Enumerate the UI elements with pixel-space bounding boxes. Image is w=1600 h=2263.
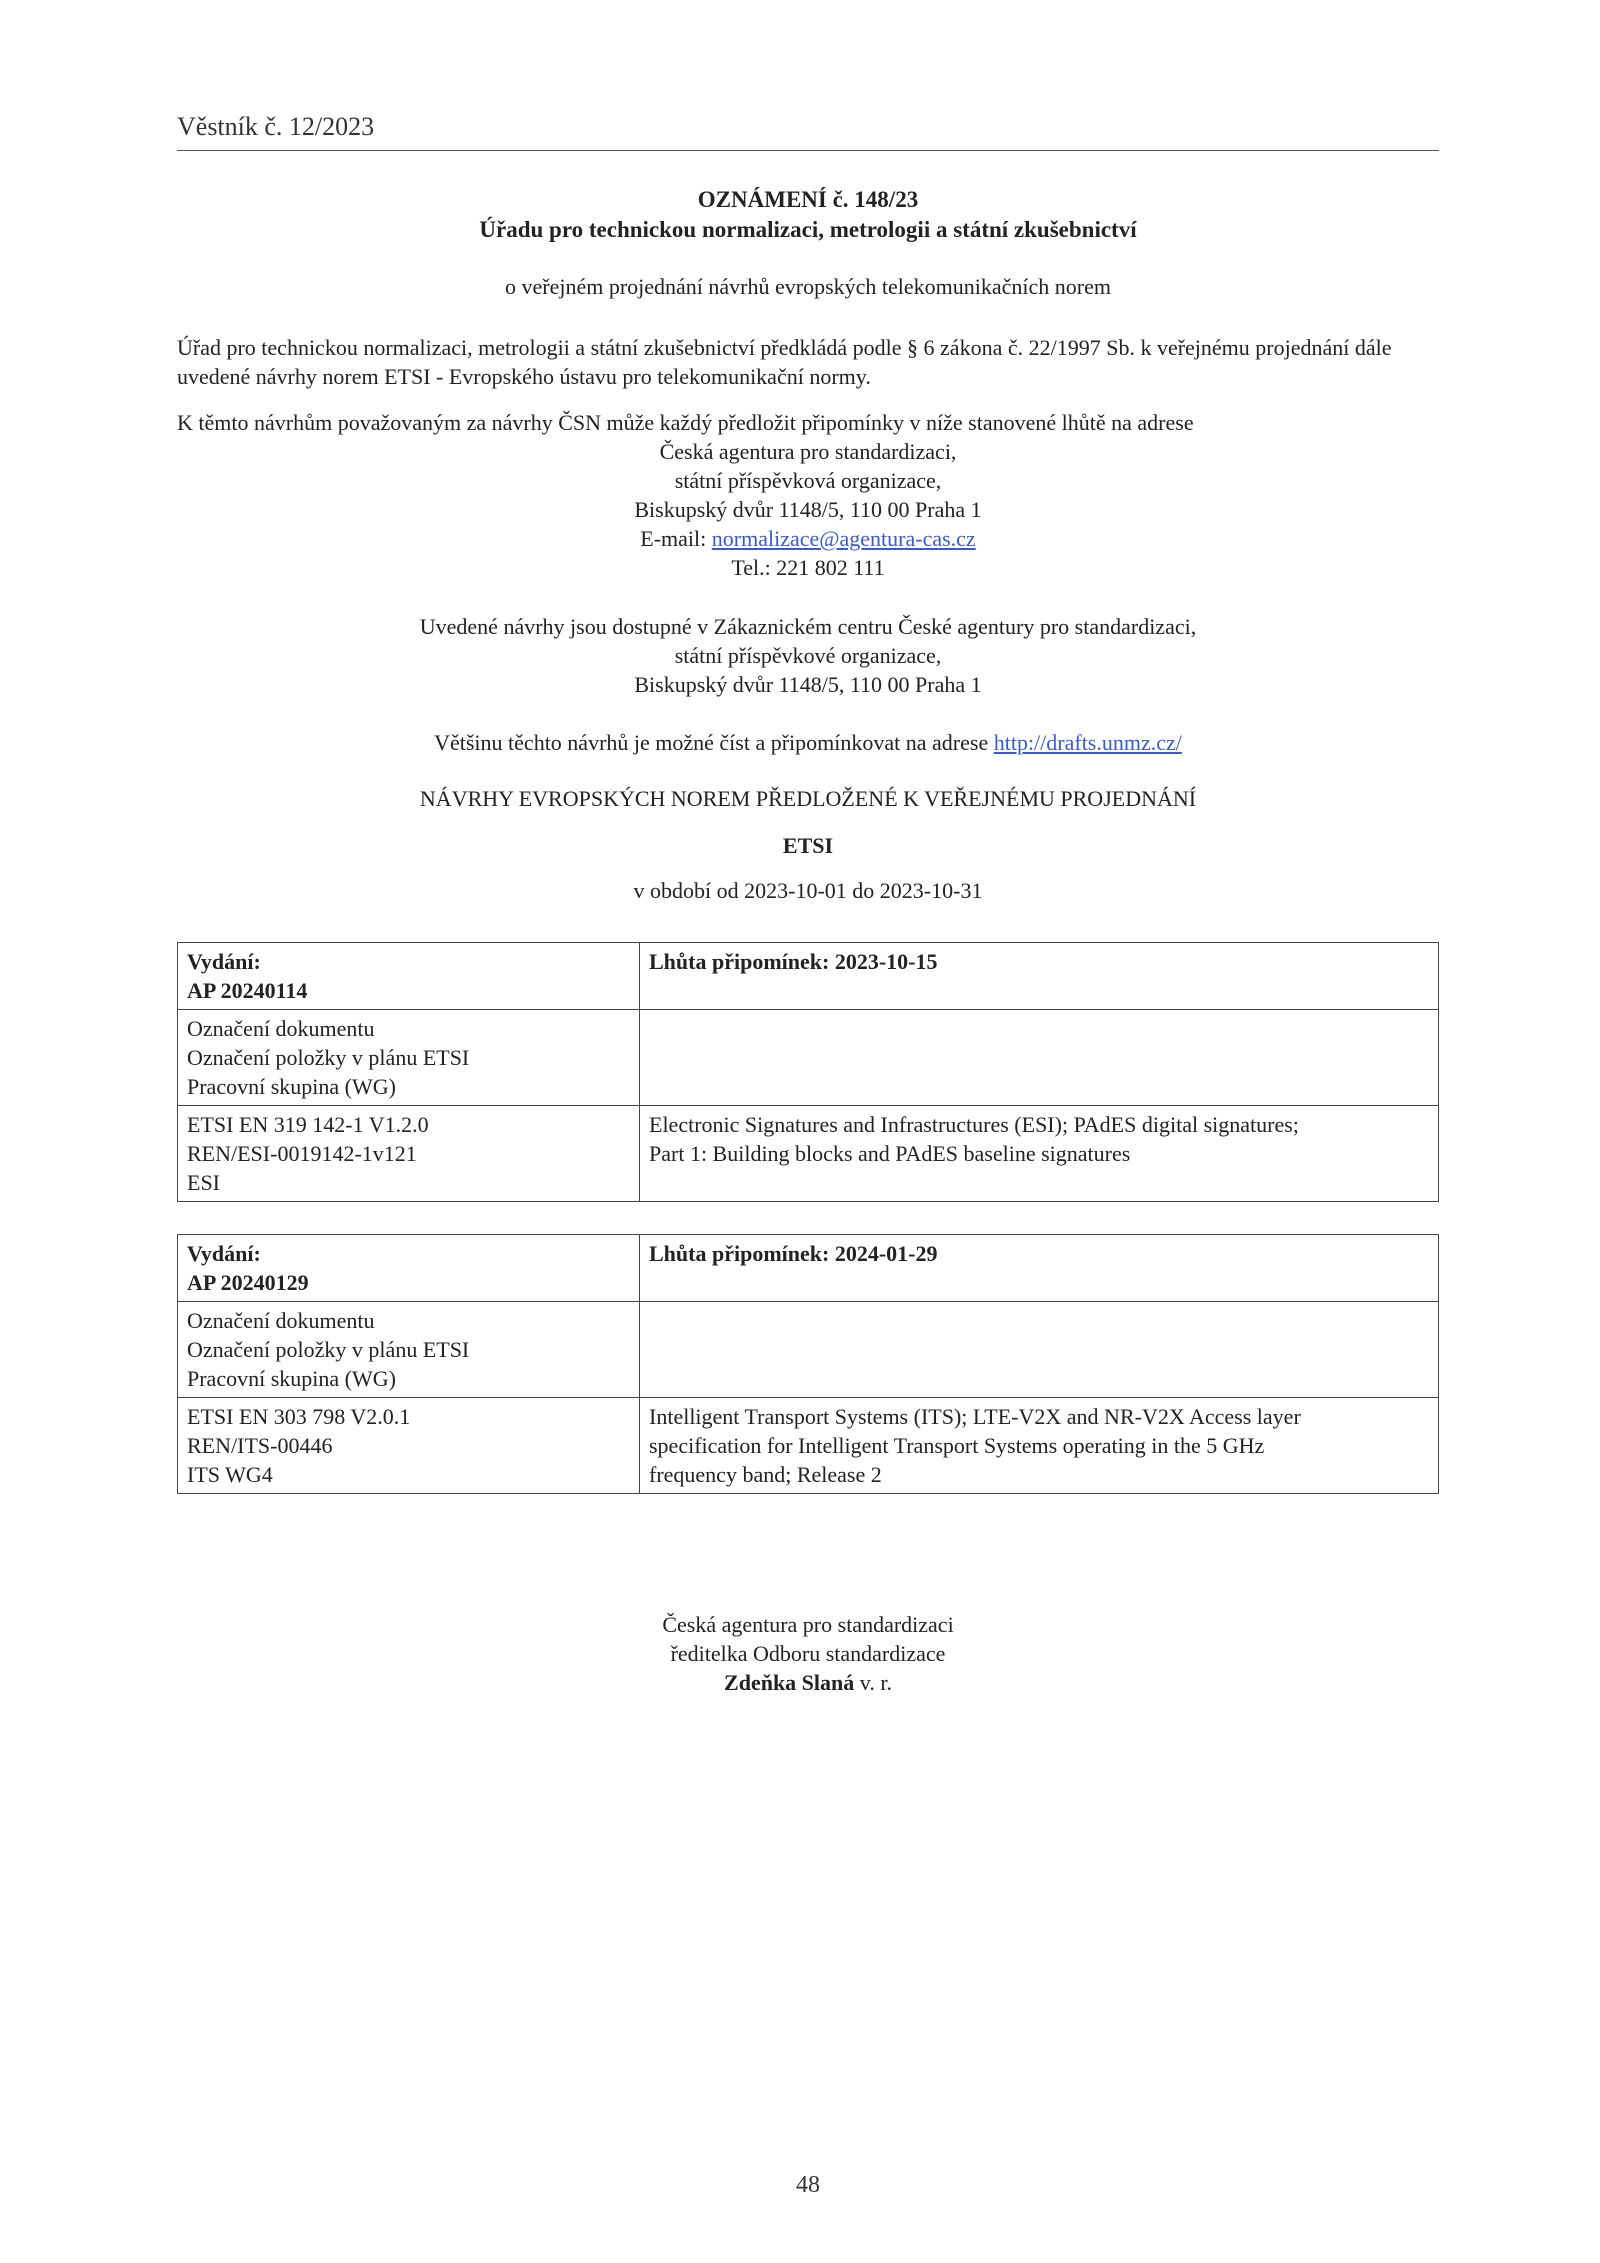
issue-id: AP 20240129 <box>187 1270 309 1295</box>
plan-value: REN/ITS-00446 <box>187 1433 333 1458</box>
title-line: Electronic Signatures and Infrastructures (ESI); PAdES digital signatures; <box>649 1112 1299 1137</box>
comments-section <box>177 408 1439 582</box>
availability-section <box>177 612 1439 699</box>
issue-label: Vydání: <box>187 1241 261 1266</box>
signature-block <box>177 1610 1439 1697</box>
page-number: 48 <box>796 2172 820 2198</box>
period-line: v období od 2023-10-01 do 2023-10-31 <box>633 878 983 903</box>
table-row <box>178 1235 1439 1302</box>
drafts-link[interactable]: http://drafts.unmz.cz/ <box>993 730 1182 755</box>
signature-suffix: v. r. <box>854 1670 892 1695</box>
table-row <box>178 1106 1439 1202</box>
values-cell <box>178 1398 640 1494</box>
deadline-cell: Lhůta připomínek: 2023-10-15 <box>640 943 1439 1010</box>
wg-label: Pracovní skupina (WG) <box>187 1366 396 1391</box>
availability-line-1: Uvedené návrhy jsou dostupné v Zákaznickém centru České agentury pro standardizaci, <box>419 614 1197 639</box>
signature-name: Zdeňka Slaná <box>724 1670 855 1695</box>
issue-cell <box>178 943 640 1010</box>
wg-value: ESI <box>187 1170 220 1195</box>
issue-id: AP 20240114 <box>187 978 308 1003</box>
wg-value: ITS WG4 <box>187 1462 273 1487</box>
email-line <box>177 524 1439 553</box>
organization-heading: ETSI <box>782 833 834 858</box>
announcement-number: OZNÁMENÍ č. 148/23 <box>697 187 919 212</box>
plan-label: Označení položky v plánu ETSI <box>187 1337 470 1362</box>
doc-value: ETSI EN 303 798 V2.0.1 <box>187 1404 411 1429</box>
draft-table <box>177 1234 1439 1494</box>
phone-line: Tel.: 221 802 111 <box>731 555 885 580</box>
email-label: E-mail: <box>640 526 712 551</box>
comments-intro: K těmto návrhům považovaným za návrhy ČSN může každý předložit připomínky v níže stanovené lhůtě na adrese <box>177 410 1194 435</box>
empty-cell <box>640 1302 1439 1398</box>
email-link[interactable]: normalizace@agentura-cas.cz <box>711 526 976 551</box>
labels-cell <box>178 1302 640 1398</box>
draft-table <box>177 942 1439 1202</box>
section-title: NÁVRHY EVROPSKÝCH NOREM PŘEDLOŽENÉ K VEŘEJNÉMU PROJEDNÁNÍ <box>419 786 1197 811</box>
values-cell <box>178 1106 640 1202</box>
signature-role: ředitelka Odboru standardizace <box>670 1641 946 1666</box>
title-cell <box>640 1106 1439 1202</box>
table-row <box>178 1398 1439 1494</box>
title-line: frequency band; Release 2 <box>649 1462 882 1487</box>
table-row <box>178 1010 1439 1106</box>
announcement-title-block <box>177 185 1439 245</box>
title-cell <box>640 1398 1439 1494</box>
signature-agency: Česká agentura pro standardizaci <box>662 1612 954 1637</box>
announcement-authority: Úřadu pro technickou normalizaci, metrologii a státní zkušebnictví <box>479 217 1137 242</box>
running-header: Věstník č. 12/2023 <box>177 112 1439 151</box>
title-line: Part 1: Building blocks and PAdES baseline signatures <box>649 1141 1131 1166</box>
empty-cell <box>640 1010 1439 1106</box>
intro-paragraph: Úřad pro technickou normalizaci, metrologii a státní zkušebnictví předkládá podle § 6 zákona č. 22/1997 Sb. k veřejnému projednání dále uvedené návrhy norem ETSI - Evropského ústavu pro telekomunikační normy. <box>177 335 1392 389</box>
availability-line-3: Biskupský dvůr 1148/5, 110 00 Praha 1 <box>634 672 982 697</box>
labels-cell <box>178 1010 640 1106</box>
plan-label: Označení položky v plánu ETSI <box>187 1045 470 1070</box>
address-line-2: státní příspěvková organizace, <box>674 468 942 493</box>
address-line-3: Biskupský dvůr 1148/5, 110 00 Praha 1 <box>634 497 982 522</box>
signature-name-line <box>177 1668 1439 1697</box>
table-row <box>178 1302 1439 1398</box>
issue-cell <box>178 1235 640 1302</box>
doc-label: Označení dokumentu <box>187 1308 375 1333</box>
plan-value: REN/ESI-0019142-1v121 <box>187 1141 417 1166</box>
wg-label: Pracovní skupina (WG) <box>187 1074 396 1099</box>
drafts-text: Většinu těchto návrhů je možné číst a připomínkovat na adrese <box>434 730 994 755</box>
issue-label: Vydání: <box>187 949 261 974</box>
deadline-cell: Lhůta připomínek: 2024-01-29 <box>640 1235 1439 1302</box>
title-line: Intelligent Transport Systems (ITS); LTE-V2X and NR-V2X Access layer <box>649 1404 1301 1429</box>
doc-value: ETSI EN 319 142-1 V1.2.0 <box>187 1112 429 1137</box>
announcement-subject: o veřejném projednání návrhů evropských telekomunikačních norem <box>504 274 1112 299</box>
doc-label: Označení dokumentu <box>187 1016 375 1041</box>
address-line-1: Česká agentura pro standardizaci, <box>659 439 957 464</box>
drafts-line <box>177 730 1439 756</box>
title-line: specification for Intelligent Transport Systems operating in the 5 GHz <box>649 1433 1265 1458</box>
availability-line-2: státní příspěvkové organizace, <box>674 643 942 668</box>
table-row <box>178 943 1439 1010</box>
